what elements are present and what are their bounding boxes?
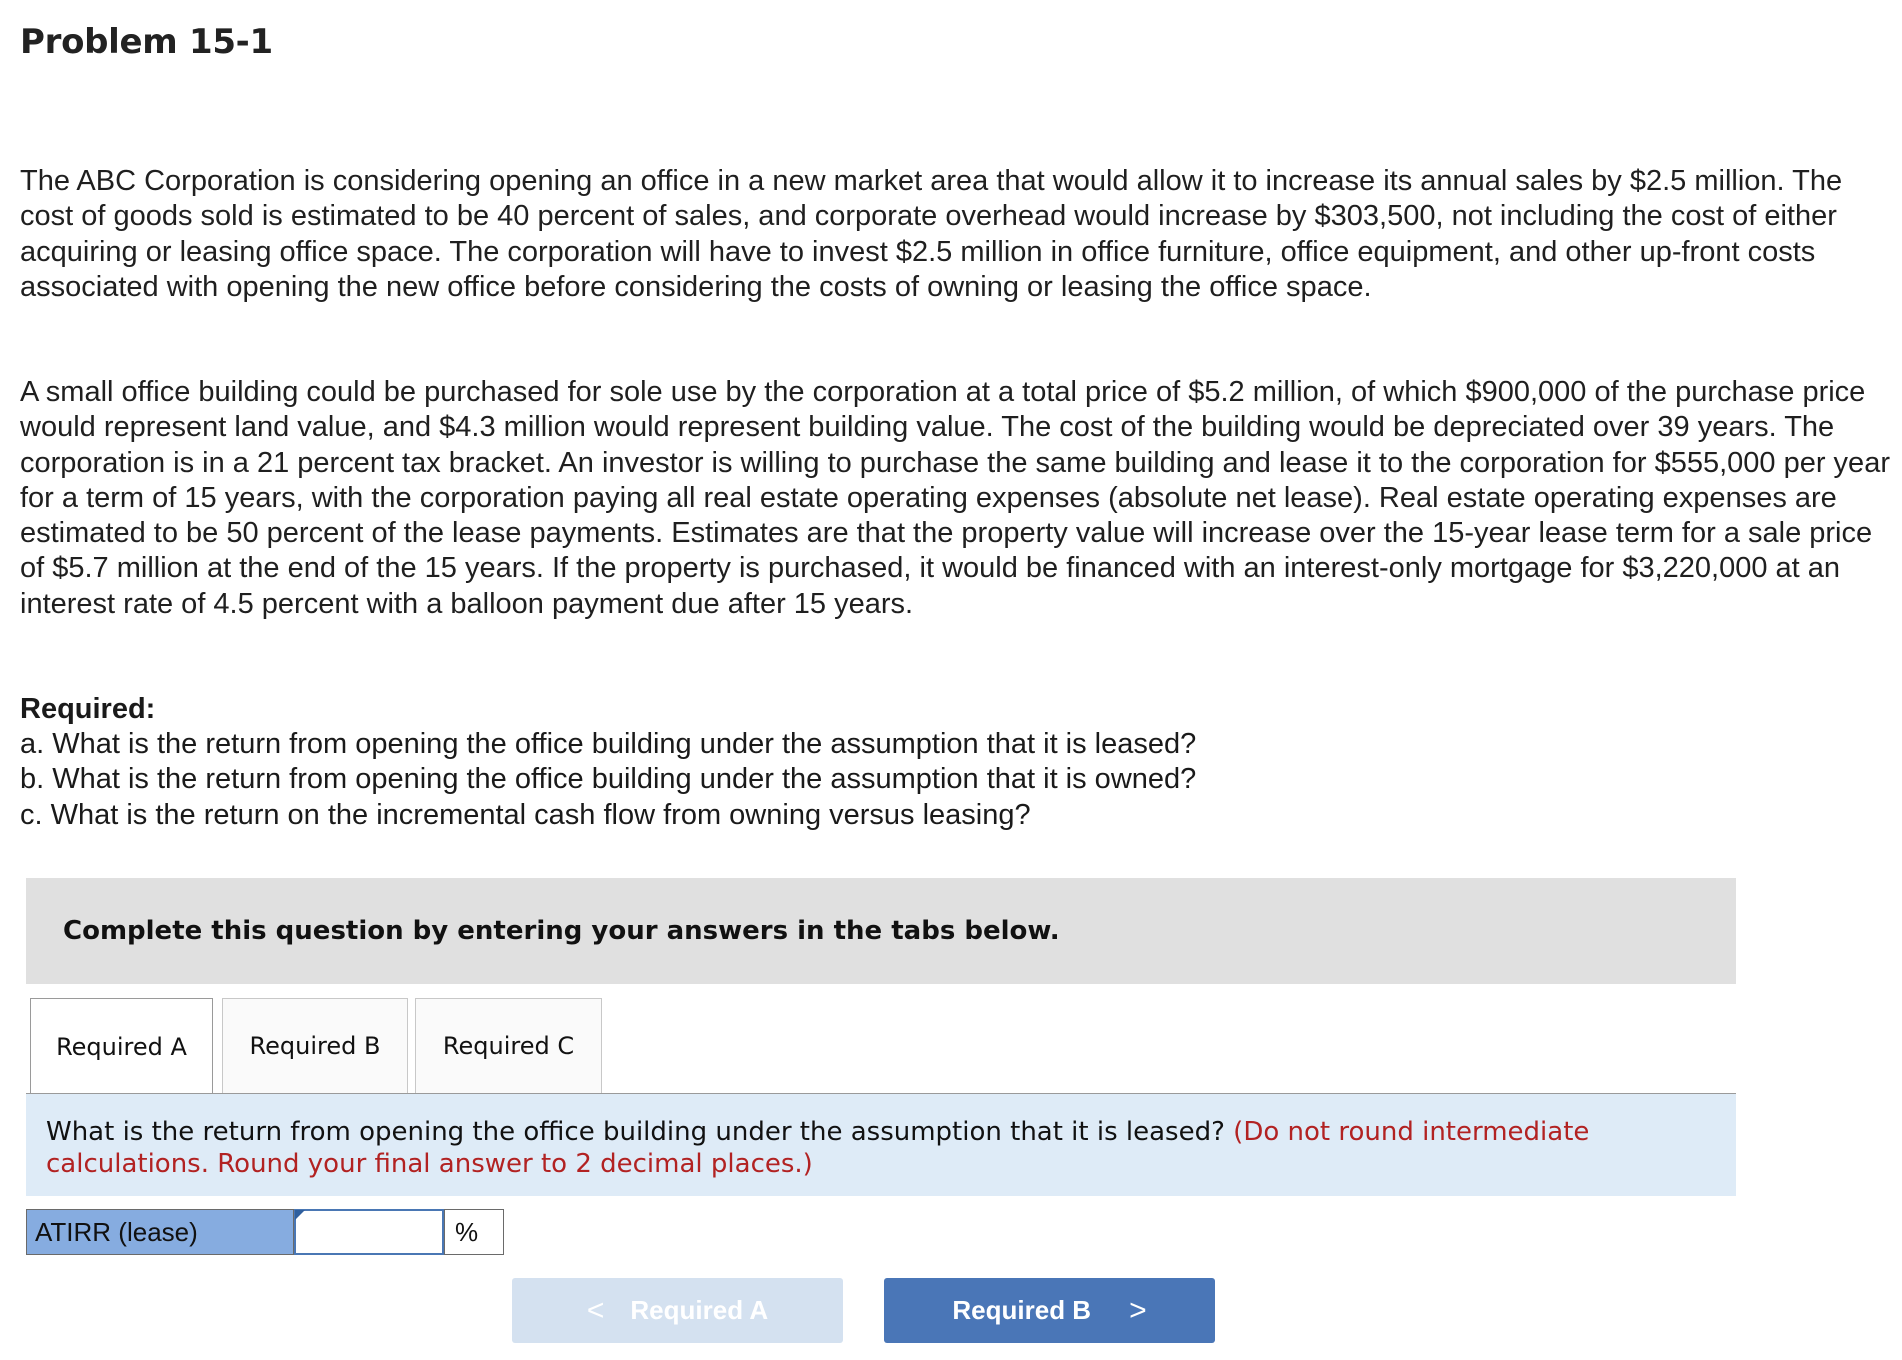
question-text: What is the return from opening the office building under the assumption that it is leased?: [46, 1117, 1225, 1147]
tab-required-b[interactable]: Required B: [222, 998, 408, 1093]
required-item-a: a. What is the return from opening the office building under the assumption that it is leased?: [20, 728, 1197, 760]
prev-button-label: Required A: [630, 1295, 769, 1325]
tab-required-c[interactable]: Required C: [415, 998, 602, 1093]
problem-paragraph-2: A small office building could be purchased for sole use by the corporation at a total price of $5.2 million, of which $900,000 of the purchase price would represent land value, and $4.3 million would represent building value. The cost of the building would be depreciated over 39 years. The corporation is in a 21 percent tax bracket. An investor is willing to purchase the same building and lease it to the corporation for $555,000 per year for a term of 15 years, with the corporation paying all real estate operating expenses (absolute net lease). Real estate operating expenses are estimated to be 50 percent of the lease payments. Estimates are that the property value will increase over the 15-year lease term for a sale price of $5.7 million at the end of the 15 years. If the property is purchased, it would be financed with an interest-only mortgage for $3,220,000 at an interest rate of 4.5 percent with a balloon payment due after 15 years.: [20, 376, 1890, 620]
required-item-b: b. What is the return from opening the office building under the assumption that it is owned?: [20, 763, 1197, 796]
problem-title: Problem 15-1: [20, 22, 273, 62]
input-marker-icon: [295, 1210, 305, 1220]
atirr-lease-input[interactable]: [294, 1209, 444, 1255]
question-panel: [26, 1094, 1736, 1196]
answer-unit: %: [444, 1209, 504, 1255]
instruction-banner: Complete this question by entering your answers in the tabs below.: [26, 878, 1736, 984]
required-item-c: c. What is the return on the incremental cash flow from owning versus leasing?: [20, 798, 1031, 831]
next-button-label: Required B: [952, 1295, 1092, 1325]
chevron-left-icon: <: [586, 1293, 605, 1327]
required-heading: Required:: [20, 693, 156, 725]
chevron-right-icon: >: [1129, 1293, 1147, 1327]
answer-label: ATIRR (lease): [26, 1209, 294, 1255]
question-hint: (Do not round intermediate calculations. Round your final answer to 2 decimal places.): [46, 1117, 1590, 1179]
problem-paragraph-1: The ABC Corporation is considering opening an office in a new market area that would allow it to increase its annual sales by $2.5 million. The cost of goods sold is estimated to be 40 percent of sales, and corporate overhead would increase by $303,500, not including the cost of either acquiring or leasing office space. The corporation will have to invest $2.5 million in office furniture, office equipment, and other up-front costs associated with opening the new office before considering the costs of owning or leasing the office space.: [20, 165, 1843, 303]
prev-required-a-button[interactable]: [512, 1278, 843, 1343]
tab-required-a[interactable]: Required A: [30, 998, 213, 1094]
required-list: [20, 727, 1196, 833]
next-required-b-button[interactable]: [884, 1278, 1215, 1343]
